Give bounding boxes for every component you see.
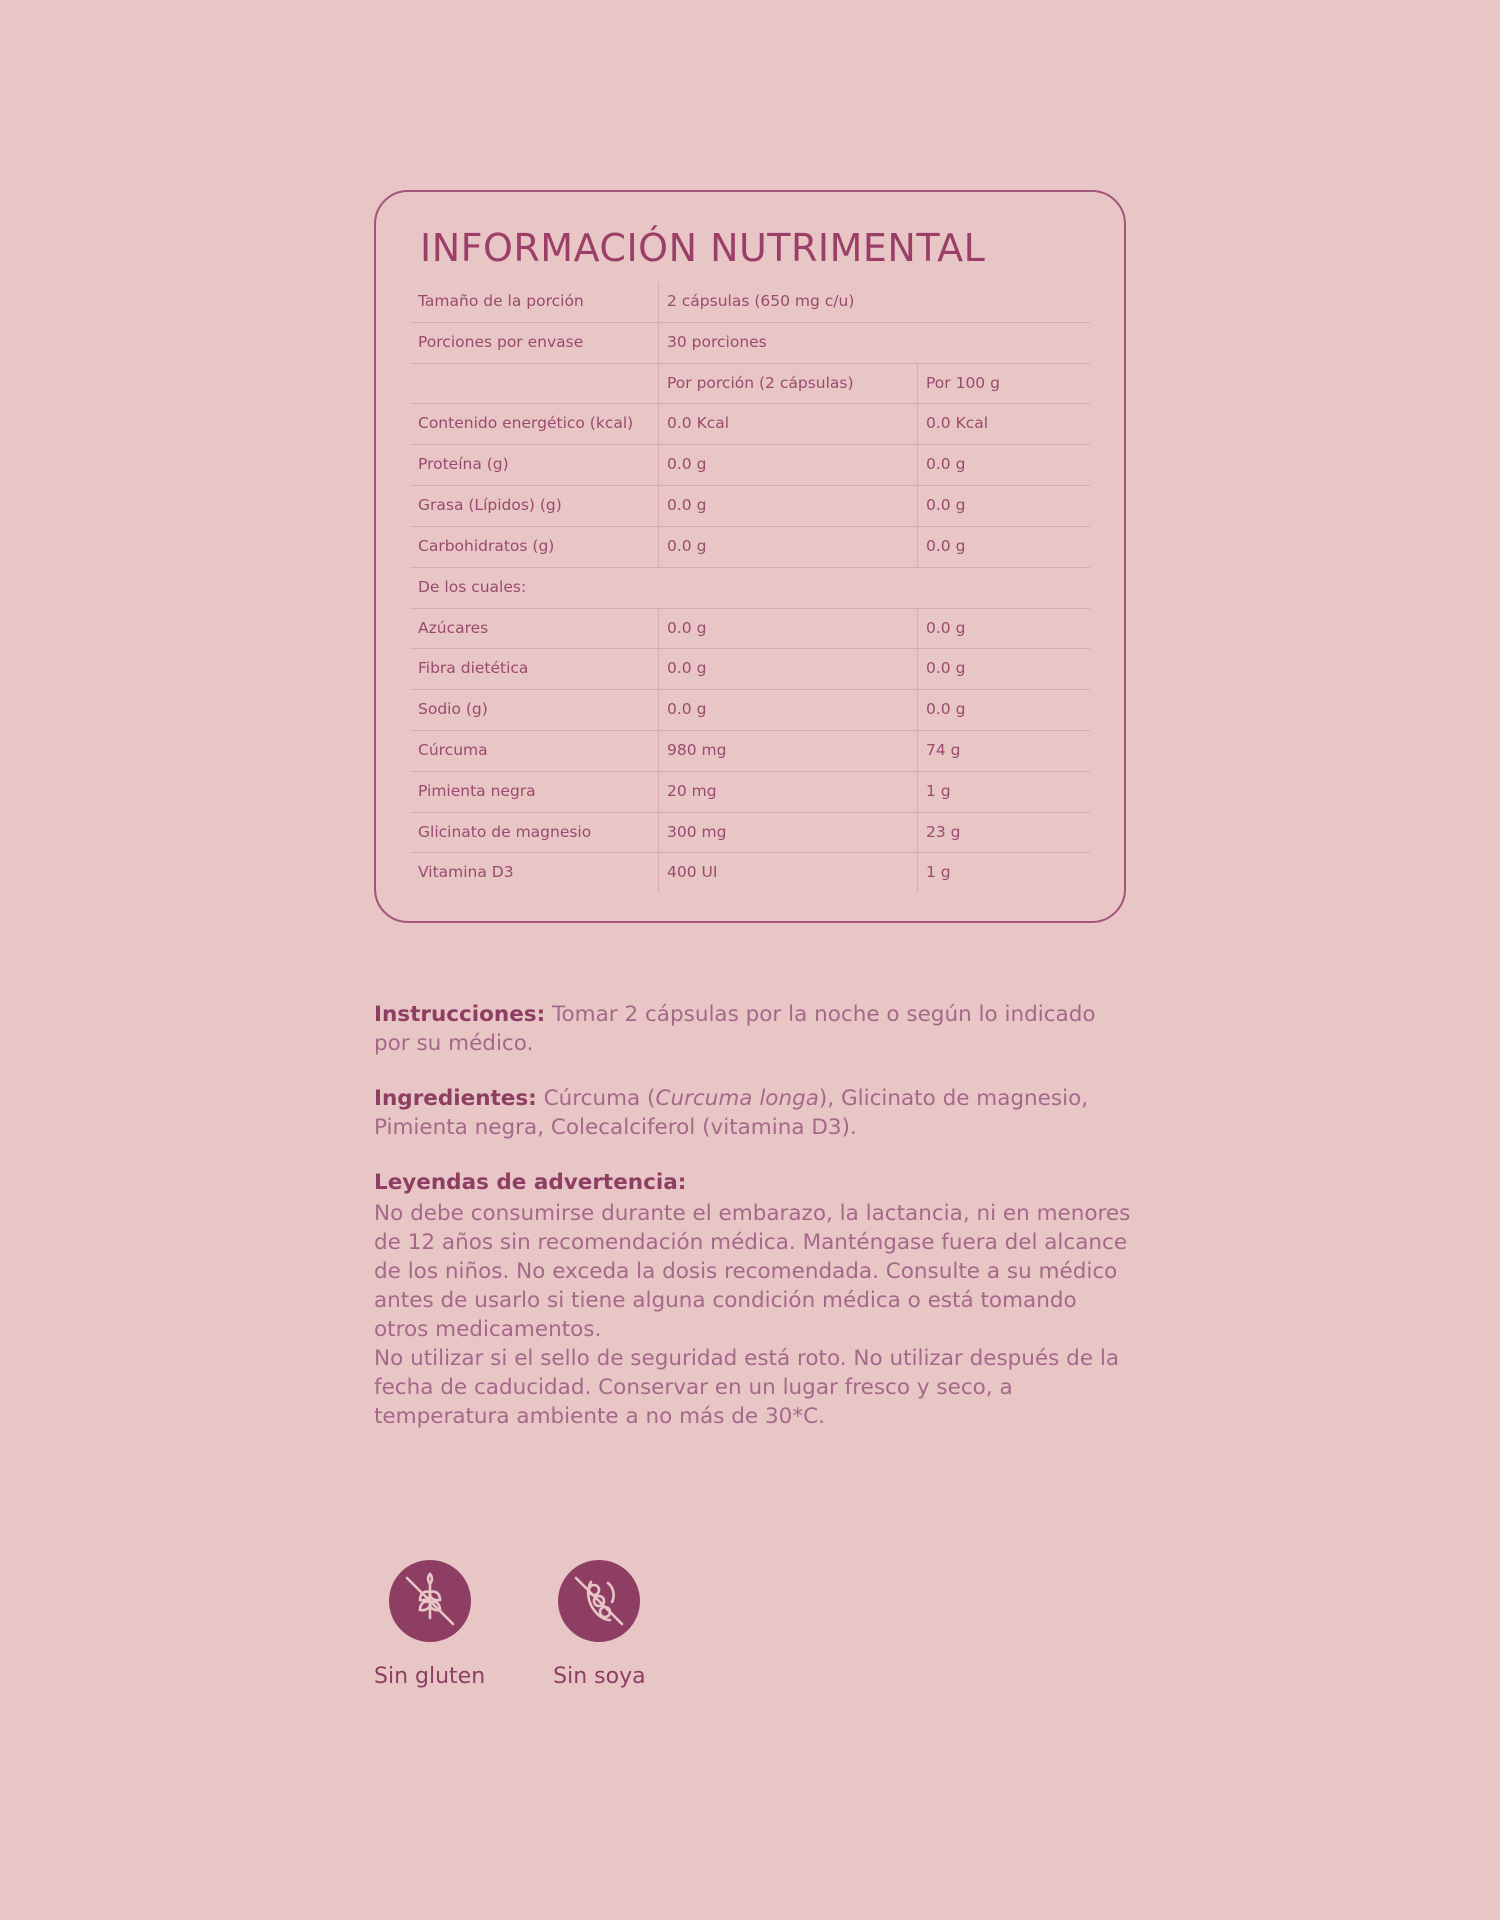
- nutrient-label: Grasa (Lípidos) (g): [410, 486, 659, 527]
- nutrient-per-100g: 1 g: [926, 863, 951, 882]
- nutrient-per-serving: 0.0 g: [659, 649, 918, 690]
- soy-free-icon: [558, 1560, 640, 1642]
- nutrient-label: Fibra dietética: [410, 649, 659, 690]
- nutrient-per-100g: 0.0 g: [918, 649, 1091, 690]
- nutrient-label: Glicinato de magnesio: [410, 812, 659, 853]
- table-row: [410, 649, 1090, 690]
- nutrient-subheading: De los cuales:: [410, 567, 1090, 608]
- nutrient-per-serving: 0.0 g: [659, 445, 918, 486]
- nutrient-per-100g: 0.0 g: [918, 445, 1091, 486]
- nutrient-per-serving: 0.0 g: [659, 526, 918, 567]
- nutrient-label: Vitamina D3: [410, 853, 659, 893]
- serving-size-label: Tamaño de la porción: [410, 282, 659, 322]
- table-row: [410, 486, 1090, 527]
- table-row: [410, 608, 1090, 649]
- table-row: [410, 812, 1090, 853]
- nutrient-per-100g: 0.0 g: [918, 486, 1091, 527]
- nutrient-label: Proteína (g): [410, 445, 659, 486]
- nutrient-per-serving: 0.0 Kcal: [659, 404, 918, 445]
- label-copy: [374, 1000, 1134, 1457]
- badge-soy-free: [553, 1560, 645, 1689]
- nutrient-per-100g: 0.0 Kcal: [918, 404, 1091, 445]
- nutrient-label: Azúcares: [410, 608, 659, 649]
- nutrient-per-serving: 0.0 g: [659, 608, 918, 649]
- nutrient-label: Sodio (g): [410, 690, 659, 731]
- badge-gluten-free: [374, 1560, 485, 1689]
- column-header-per-serving: Por porción (2 cápsulas): [659, 363, 918, 404]
- table-row: [410, 526, 1090, 567]
- nutrient-per-100g: 74 g: [918, 730, 1091, 771]
- badge-label: Sin gluten: [374, 1664, 486, 1689]
- nutrition-panel: [374, 190, 1126, 923]
- nutrient-label: Contenido energético (kcal): [410, 404, 659, 445]
- nutrient-per-serving: 20 mg: [659, 771, 918, 812]
- warnings-text-2: No utilizar si el sello de seguridad está roto. No utilizar después de la fecha de caducidad. Conservar en un lugar fresco y seco, a temperatura ambiente a no más de 30*C.: [374, 1346, 1120, 1430]
- warnings-paragraph: [374, 1168, 1134, 1431]
- table-row: [410, 853, 1090, 893]
- table-subheading-row: [410, 567, 1090, 608]
- ingredients-text-part2: ), Glicinato de magnesio, Pimienta negra, Colecalciferol (vitamina D3).: [374, 1086, 1089, 1141]
- table-row: [410, 771, 1090, 812]
- table-row: [410, 282, 1090, 322]
- nutrition-table: [410, 282, 1090, 893]
- instructions-paragraph: [374, 1000, 1134, 1058]
- nutrient-per-100g: 0.0 g: [918, 608, 1091, 649]
- table-row: [410, 404, 1090, 445]
- nutrient-per-100g: 0.0 g: [918, 526, 1091, 567]
- warnings-title: Leyendas de advertencia:: [374, 1170, 687, 1196]
- ingredients-label: Ingredientes:: [374, 1086, 537, 1112]
- ingredients-text-part1: Cúrcuma (: [536, 1086, 656, 1112]
- nutrient-label: Carbohidratos (g): [410, 526, 659, 567]
- table-row: [410, 730, 1090, 771]
- nutrient-per-100g: 1 g: [918, 771, 1091, 812]
- table-row: [410, 445, 1090, 486]
- serving-size-value: 2 cápsulas (650 mg c/u): [659, 282, 1091, 322]
- instructions-label: Instrucciones:: [374, 1002, 546, 1027]
- table-header-row: [410, 363, 1090, 404]
- table-row: [410, 690, 1090, 731]
- nutrient-label: Cúrcuma: [410, 730, 659, 771]
- warnings-text-1: No debe consumirse durante el embarazo, la lactancia, ni en menores de 12 años sin recomendación médica. Manténgase fuera del alcance de los niños. No exceda la dosis recomendada. Consulte a su médico antes de usarlo si tiene alguna condición médica o está tomando otros medicamentos.: [374, 1201, 1131, 1343]
- badge-label: Sin soya: [553, 1664, 646, 1689]
- certification-badges: [374, 1560, 646, 1689]
- nutrient-per-serving: 300 mg: [659, 812, 918, 853]
- servings-per-container-label: Porciones por envase: [410, 322, 659, 363]
- nutrient-per-serving: 400 UI: [659, 853, 918, 893]
- column-header-blank: [410, 363, 659, 404]
- instructions-text: Tomar 2 cápsulas por la noche o según lo indicado por su médico.: [374, 1002, 1096, 1057]
- nutrient-per-serving: 0.0 g: [659, 690, 918, 731]
- page-title: INFORMACIÓN NUTRIMENTAL: [420, 226, 986, 270]
- ingredients-latin-name: Curcuma longa: [655, 1086, 819, 1112]
- nutrient-per-serving: 980 mg: [659, 730, 918, 771]
- table-row: [410, 322, 1090, 363]
- wheat-free-icon: [389, 1560, 471, 1642]
- servings-per-container-value: 30 porciones: [659, 322, 1091, 363]
- nutrient-per-100g: 23 g: [918, 812, 1091, 853]
- column-header-per-100g: Por 100 g: [918, 363, 1091, 404]
- nutrient-per-100g: 0.0 g: [918, 690, 1091, 731]
- nutrient-per-serving: 0.0 g: [659, 486, 918, 527]
- ingredients-paragraph: [374, 1084, 1134, 1142]
- nutrient-label: Pimienta negra: [410, 771, 659, 812]
